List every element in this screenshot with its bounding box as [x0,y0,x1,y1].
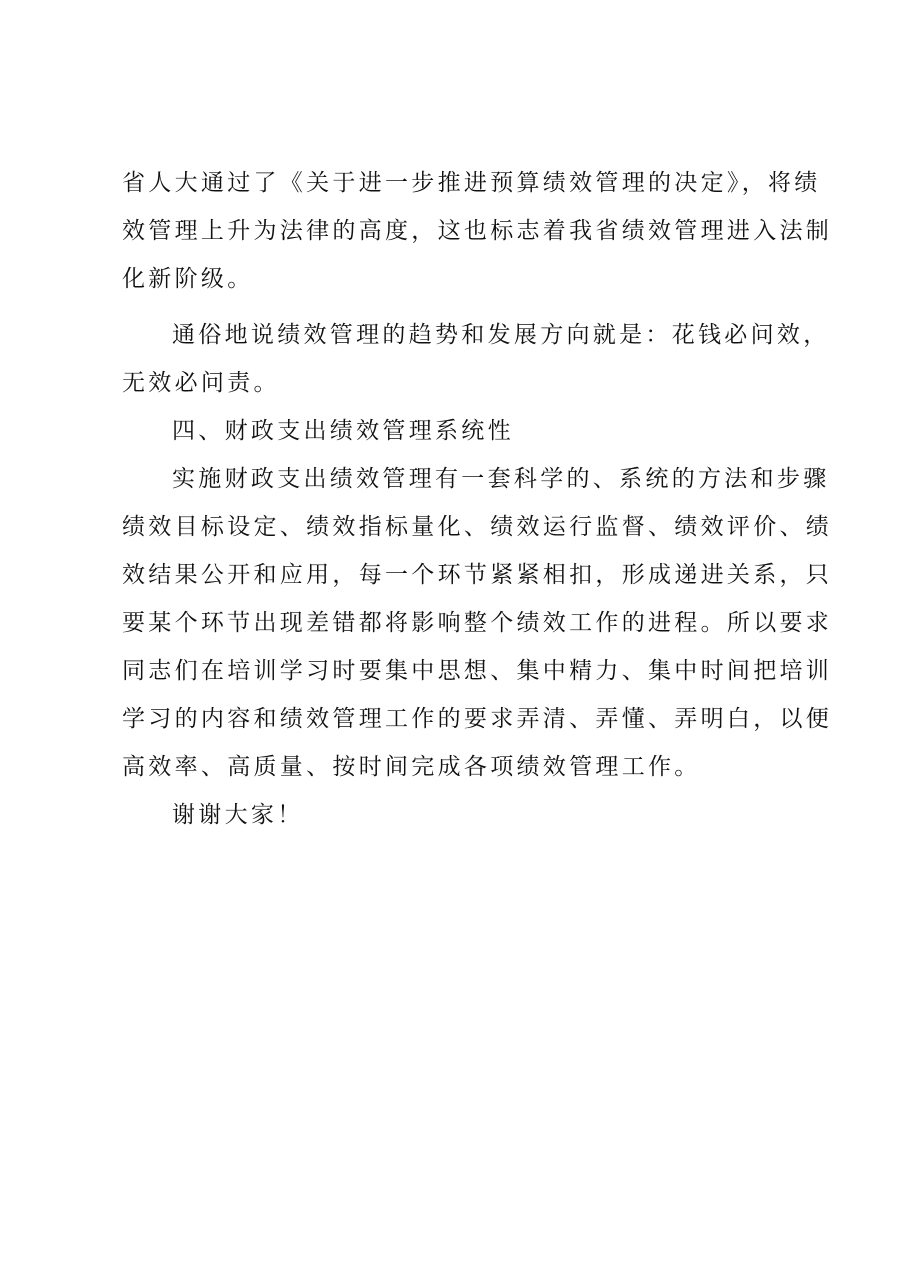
closing-remark: 谢谢大家！ [172,802,304,828]
section-heading: 四、财政支出绩效管理系统性 [172,418,514,444]
paragraph-line: 同志们在培训学习时要集中思想、集中精力、集中时间把培训 [122,658,833,684]
paragraph-line: 化新阶级。 [122,266,254,292]
paragraph-line: 学习的内容和绩效管理工作的要求弄清、弄懂、弄明白，以便 [122,706,833,732]
paragraph-line: 通俗地说绩效管理的趋势和发展方向就是：花钱必问效， [172,322,830,348]
paragraph-systematic [122,455,833,791]
document-body [122,159,833,839]
paragraph-trend [122,311,830,407]
paragraph-line: 要某个环节出现差错都将影响整个绩效工作的进程。所以要求 [122,610,833,636]
paragraph-legislation [122,159,833,303]
paragraph-line: 绩效目标设定、绩效指标量化、绩效运行监督、绩效评价、绩 [122,514,833,540]
paragraph-line: 无效必问责。 [122,370,280,396]
paragraph-line: 效结果公开和应用，每一个环节紧紧相扣，形成递进关系，只 [122,562,833,588]
paragraph-line: 效管理上升为法律的高度，这也标志着我省绩效管理进入法制 [122,218,833,244]
paragraph-line: 省人大通过了《关于进一步推进预算绩效管理的决定》，将绩 [122,170,821,196]
paragraph-line: 高效率、高质量、按时间完成各项绩效管理工作。 [122,754,701,780]
paragraph-line: 实施财政支出绩效管理有一套科学的、系统的方法和步骤 [172,466,830,492]
